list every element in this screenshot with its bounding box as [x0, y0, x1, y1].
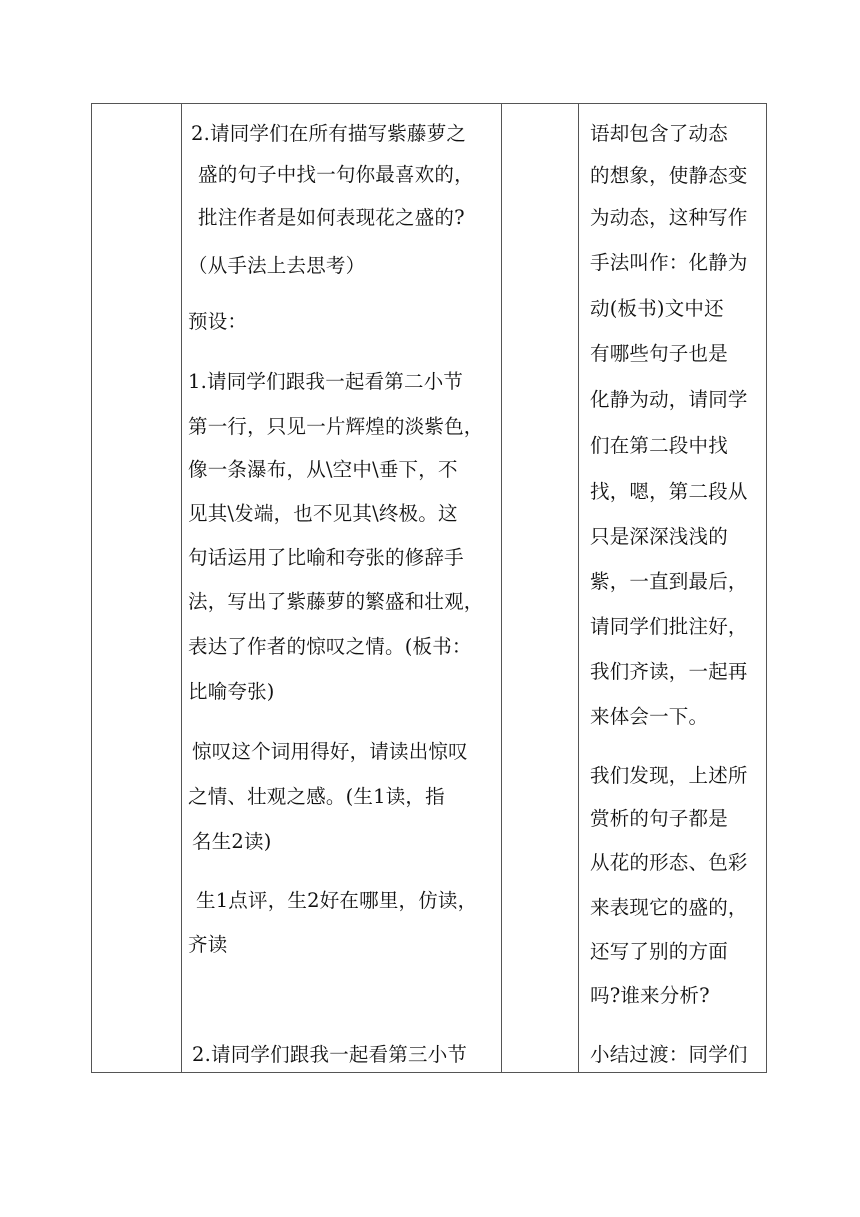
text-line: 化静为动，请同学	[590, 388, 748, 411]
text-line: 动(板书)文中还	[590, 297, 724, 320]
text-line: 手法叫作：化静为	[590, 251, 748, 274]
text-line: 找，嗯，第二段从	[590, 480, 748, 503]
text-line: 的想象，使静态变	[590, 164, 748, 187]
student-activity-column	[502, 104, 578, 1072]
text-line: 吗?谁来分析?	[590, 984, 710, 1007]
text-line: 来体会一下。	[590, 705, 709, 728]
text-line: 批注作者是如何表现花之盛的?	[198, 206, 465, 229]
text-line: 来表现它的盛的，	[590, 896, 748, 919]
text-line: 第一行，只见一片辉煌的淡紫色，	[188, 415, 484, 438]
text-line: 为动态，这种写作	[590, 206, 748, 229]
teacher-activity-column	[182, 104, 501, 1072]
text-line: 只是深深浅浅的	[590, 525, 728, 548]
text-line: 之情、壮观之感。(生1读，指	[188, 785, 445, 808]
text-line: 有哪些句子也是	[590, 342, 728, 365]
text-line: 语却包含了动态	[590, 122, 728, 145]
text-line: 见其\发端，也不见其\终极。这	[188, 502, 458, 525]
text-line: 紫，一直到最后，	[590, 570, 748, 593]
text-line: 比喻夸张)	[188, 680, 275, 703]
text-line: 法，写出了紫藤萝的繁盛和壮观，	[188, 590, 484, 613]
text-line: 请同学们批注好，	[590, 615, 748, 638]
text-line: 1.请同学们跟我一起看第二小节	[188, 370, 464, 393]
text-line: 盛的句子中找一句你最喜欢的，	[198, 163, 474, 186]
text-line: 我们齐读，一起再	[590, 660, 748, 683]
design-intent-column	[579, 104, 767, 1072]
text-line: 们在第二段中找	[590, 434, 728, 457]
text-line: 句话运用了比喻和夸张的修辞手	[188, 546, 464, 569]
text-line: 表达了作者的惊叹之情。(板书：	[188, 635, 472, 658]
text-line: 名生2读)	[192, 830, 272, 853]
text-line: 预设：	[188, 310, 248, 333]
text-line: 小结过渡：同学们	[590, 1043, 748, 1066]
text-line: 赏析的句子都是	[590, 807, 728, 830]
text-line: 生1点评，生2好在哪里，仿读，	[196, 889, 478, 912]
text-line: 齐读	[188, 933, 228, 956]
lesson-plan-table	[91, 103, 767, 1073]
text-line: 惊叹这个词用得好，请读出惊叹	[192, 740, 468, 763]
text-line: 我们发现，上述所	[590, 764, 748, 787]
text-line: 还写了别的方面	[590, 940, 728, 963]
text-line: 像一条瀑布，从\空中\垂下，不	[188, 458, 458, 481]
text-line: 2.请同学们在所有描写紫藤萝之	[191, 122, 467, 145]
stage-column	[92, 104, 181, 1072]
text-line: 从花的形态、色彩	[590, 851, 748, 874]
text-line: 2.请同学们跟我一起看第三小节	[192, 1043, 468, 1066]
text-line: （从手法上去思考）	[188, 254, 366, 277]
